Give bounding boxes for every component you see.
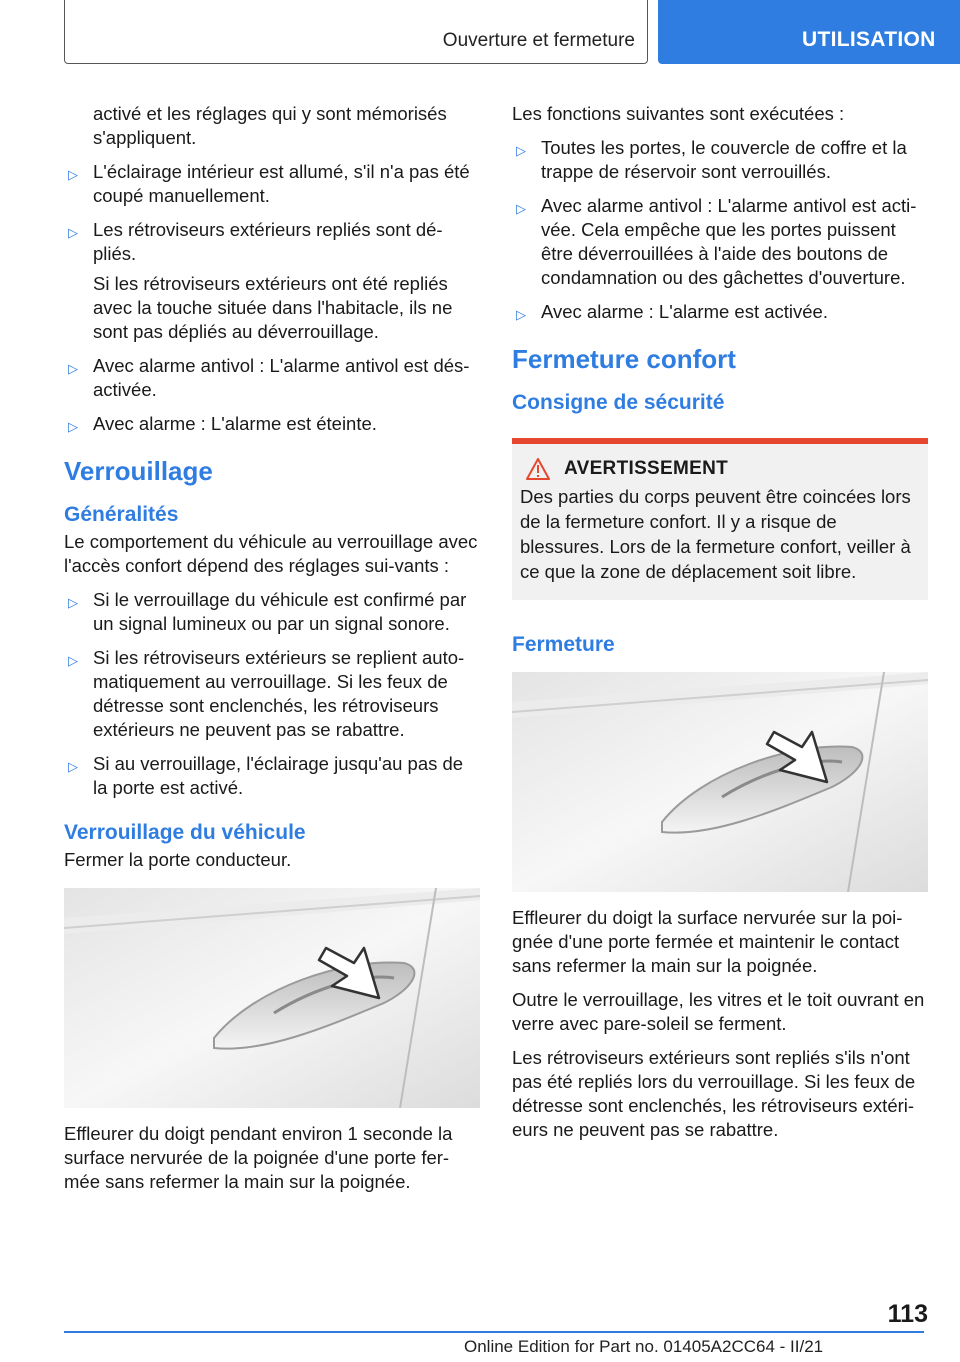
heading-generalites: Généralités [64,503,179,526]
warning-header [520,458,920,480]
list-item: ▷ Les rétroviseurs extérieurs repliés sont dé-pliés. [68,219,443,264]
heading-fermeture: Fermeture [512,633,615,656]
list-item: ▷ Avec alarme : L'alarme est activée. [512,300,928,324]
list-item: ▷ Avec alarme antivol : L'alarme antivol est dés-activée. [68,355,470,400]
footer-divider [64,1331,924,1333]
intro-text: Les fonctions suivantes sont exécutées : [512,103,845,124]
intro-text: activé et les réglages qui y sont mémorisés s'appliquent. [93,103,447,148]
warning-triangle-icon [526,458,550,480]
page-number: 113 [887,1300,928,1328]
heading-consigne-securite: Consigne de sécurité [512,391,725,414]
list-item: ▷ Avec alarme : L'alarme est éteinte. [64,412,480,436]
list-item: ▷ Si le verrouillage du véhicule est confirmé par un signal lumineux ou par un signal sonore. [68,589,467,634]
verrouillage-text: Fermer la porte conducteur. [64,849,292,870]
bullet-triangle-icon: ▷ [68,759,78,774]
warning-box [512,438,928,600]
footer-edition: Online Edition for Part no. 01405A2CC64 - II/21 [464,1337,824,1356]
paragraph: Les rétroviseurs extérieurs sont repliés s'ils n'ont pas été repliés lors du verrouillage. Si les feux de détresse sont enclenchés, les rétroviseurs extéri-eurs ne peuvent pas se rabattre. [512,1047,916,1140]
bullet-note: Si les rétroviseurs extérieurs ont été repliés avec la touche située dans l'habitacle, ils ne sont pas dépliés au déverrouillage. [93,273,453,342]
bullet-list [512,136,928,324]
image-caption: Effleurer du doigt la surface nervurée sur la poi-gnée d'une porte fermée et maintenir le contact sans refermer la main sur la poignée. [512,907,903,976]
list-item: ▷ Avec alarme antivol : L'alarme antivol est acti-vée. Cela empêche que les portes puissent être déverrouillées à l'aide des boutons de condamnation ou des gâchettes d'ouverture. [516,195,917,288]
heading-verrouillage-vehicule: Verrouillage du véhicule [64,821,306,844]
section-title: UTILISATION [802,28,936,51]
bullet-triangle-icon: ▷ [68,167,78,182]
bullet-triangle-icon: ▷ [68,595,78,610]
right-column [512,102,928,1152]
bullet-triangle-icon: ▷ [68,419,78,434]
bullet-triangle-icon: ▷ [68,225,78,240]
header-chapter-box [64,0,648,64]
left-column [64,102,480,1194]
chapter-title: Ouverture et fermeture [442,30,635,51]
list-item: ▷ Toutes les portes, le couvercle de coffre et la trappe de réservoir sont verrouillés. [516,137,907,182]
bullet-triangle-icon: ▷ [68,361,78,376]
bullet-list [64,588,480,800]
door-handle-illustration [512,672,928,892]
bullet-triangle-icon: ▷ [68,653,78,668]
warning-title: AVERTISSEMENT [564,458,729,479]
list-item: ▷ Si au verrouillage, l'éclairage jusqu'au pas de la porte est activé. [68,753,464,798]
heading-fermeture-confort: Fermeture confort [512,344,736,374]
list-item: ▷ L'éclairage intérieur est allumé, s'il n'a pas été coupé manuellement. [68,161,470,206]
bullet-triangle-icon: ▷ [516,201,526,216]
header-section-tab [658,0,960,64]
list-item: ▷ Si les rétroviseurs extérieurs se replient auto-matiquement au verrouillage. Si les feux de détresse sont enclenchés, les rétroviseurs extérieurs ne peuvent pas se rabattre. [68,647,465,740]
bullet-triangle-icon: ▷ [516,307,526,322]
image-caption: Effleurer du doigt pendant environ 1 seconde la surface nervurée de la poignée d'une porte fer-mée sans refermer la main sur la poignée. [64,1123,453,1192]
generalites-text: Le comportement du véhicule au verrouillage avec l'accès confort dépend des réglages sui-vants : [64,531,478,576]
bullet-list [64,160,480,266]
door-handle-illustration [64,888,480,1108]
bullet-triangle-icon: ▷ [516,143,526,158]
paragraph: Outre le verrouillage, les vitres et le toit ouvrant en verre avec pare-soleil se ferment. [512,989,925,1034]
bullet-list [64,354,480,436]
heading-verrouillage: Verrouillage [64,456,213,486]
warning-text: Des parties du corps peuvent être coincées lors de la fermeture confort. Il y a risque de blessures. Lors de la fermeture confort, veiller à ce que la zone de déplacement soit libre. [520,486,911,582]
